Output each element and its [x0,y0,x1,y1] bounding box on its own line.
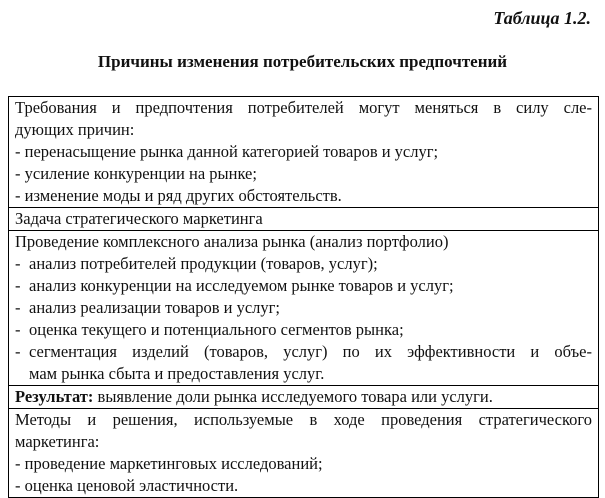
method-item: - проведение маркетинговых исследований; [15,454,323,473]
result-line [15,386,592,408]
reason-item: - усиление конкуренции на рынке; [15,164,257,183]
table-number: Таблица 1.2. [493,8,591,28]
analysis-last-item-line-2: мам рынка сбыта и предоставления услуг. [29,364,325,383]
task-cell [9,207,598,230]
result-text: выявление доли рынка исследуемого товара или услуги. [93,387,493,406]
result-cell [9,385,598,408]
analysis-item [15,275,592,297]
methods-heading-line-1: Методы и решения, используемые в ходе проведения стратегического [15,410,592,429]
reason-item: - изменение моды и ряд других обстоятельств. [15,186,342,205]
item-dash: - [15,342,21,361]
methods-heading-line-2: маркетинга: [15,432,100,451]
item-dash: - [15,276,21,295]
methods-cell [9,408,598,497]
analysis-item [15,319,592,341]
analysis-heading: Проведение комплексного анализа рынка (анализ портфолио) [15,232,449,251]
analysis-item-text: анализ конкуренции на исследуемом рынке товаров и услуг; [29,276,454,295]
analysis-item-text: анализ реализации товаров и услуг; [29,298,281,317]
analysis-last-item-line-1: сегментация изделий (товаров, услуг) по их эффективности и объе- [29,342,592,361]
item-dash: - [15,320,21,339]
analysis-item [15,297,592,319]
task-label: Задача стратегического маркетинга [15,209,263,228]
analysis-item [15,341,592,385]
reasons-intro-line-1: Требования и предпочтения потребителей могут меняться в силу сле- [15,98,592,117]
result-label: Результат: [15,387,94,406]
item-dash: - [15,298,21,317]
reasons-table [8,96,599,498]
analysis-item-text: оценка текущего и потенциального сегментов рынка; [29,320,404,339]
reason-item: - перенасыщение рынка данной категорией товаров и услуг; [15,142,439,161]
analysis-item-text: анализ потребителей продукции (товаров, услуг); [29,254,378,273]
reasons-cell [9,97,598,207]
reasons-intro-line-2: дующих причин: [15,120,135,139]
method-item: - оценка ценовой эластичности. [15,476,239,495]
analysis-cell [9,230,598,385]
table-title: Причины изменения потребительских предпочтений [97,52,508,71]
analysis-item-text-multiline [29,341,592,385]
analysis-item [15,253,592,275]
item-dash: - [15,254,21,273]
